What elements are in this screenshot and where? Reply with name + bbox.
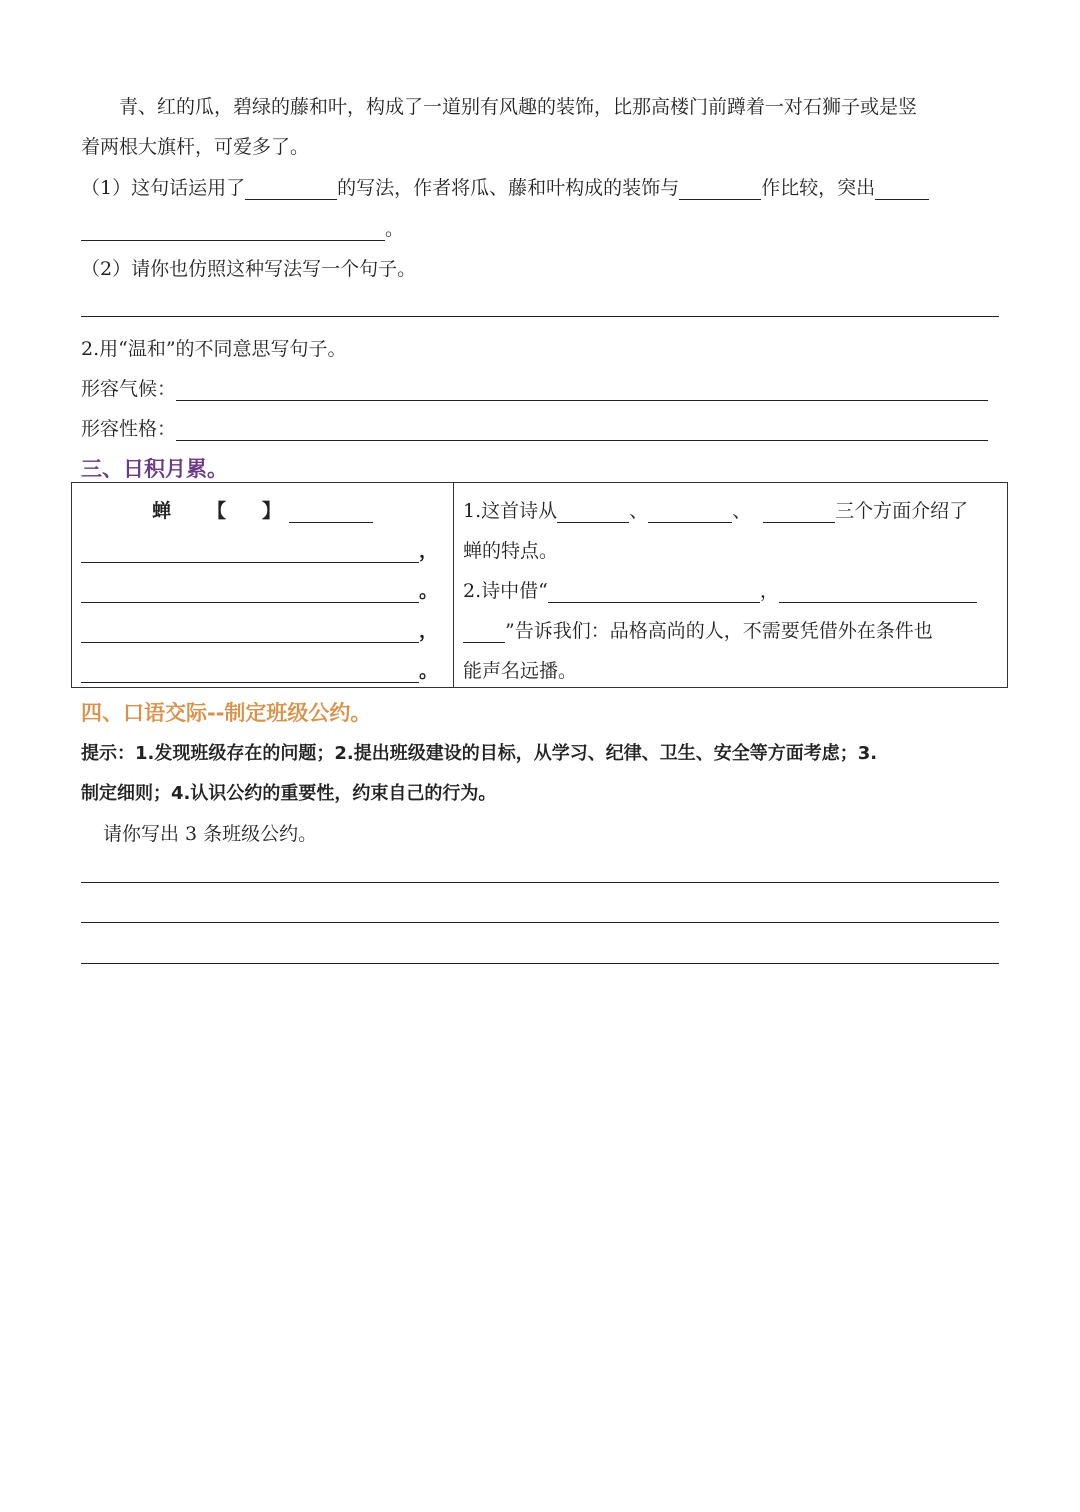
poem-cell xyxy=(72,483,454,688)
question-1-end: 。 xyxy=(385,218,405,240)
question-1-part-1: （1）这句话运用了 xyxy=(81,177,246,199)
tip-line-1: 提示：1.发现班级存在的问题；2.提出班级建设的目标，从学习、纪律、卫生、安全等方面考虑；3. xyxy=(81,743,878,764)
poem-line-4-punct: 。 xyxy=(419,660,439,682)
poem-line-1-punct: ， xyxy=(419,540,439,562)
convention-prompt: 请你写出 3 条班级公约。 xyxy=(103,823,318,845)
poem-question-2-row-1 xyxy=(463,579,977,603)
poem-q2-b: ”告诉我们：品格高尚的人，不需要凭借外在条件也 xyxy=(505,620,933,642)
answer-line-imitate[interactable] xyxy=(81,316,999,317)
poem-q1-a: 1.这首诗从 xyxy=(463,500,558,522)
poem-question-2-row-3: 能声名远播。 xyxy=(463,660,578,682)
question-1 xyxy=(81,176,929,200)
blank-character[interactable] xyxy=(176,420,988,441)
question-1-continuation xyxy=(81,217,404,241)
poem-title: 蝉 xyxy=(152,500,172,522)
passage-line-2: 着两根大旗杆，可爱多了。 xyxy=(81,136,310,158)
poem-line-3-punct: ， xyxy=(419,620,439,642)
question-1-part-3: 作比较，突出 xyxy=(761,177,876,199)
blank-poem-line-2[interactable] xyxy=(81,582,419,603)
blank-writing-method[interactable] xyxy=(245,179,337,200)
poem-q2-a: 2.诗中借“ xyxy=(463,580,548,602)
poem-title-row xyxy=(152,499,373,523)
answer-line-convention-3[interactable] xyxy=(81,963,999,964)
section-3-heading: 三、日积月累。 xyxy=(81,457,228,481)
blank-quote-2-cont[interactable] xyxy=(463,622,505,643)
question-wenhe-character xyxy=(81,417,988,441)
passage-text-1: 青、红的瓜，碧绿的藤和叶，构成了一道别有风趣的装饰，比那高楼门前蹲着一对石狮子或是竖 xyxy=(119,96,918,118)
tip-line-2: 制定细则；4.认识公约的重要性，约束自己的行为。 xyxy=(81,783,497,804)
blank-quote-2[interactable] xyxy=(779,582,977,603)
blank-poem-line-4[interactable] xyxy=(81,662,419,683)
blank-compare-with[interactable] xyxy=(679,179,761,200)
climate-label: 形容气候： xyxy=(81,378,177,400)
blank-quote-1[interactable] xyxy=(548,582,760,603)
poem-question-2-row-2 xyxy=(463,619,933,643)
poem-line-2 xyxy=(81,579,438,603)
character-label: 形容性格： xyxy=(81,418,177,440)
blank-aspect-3[interactable] xyxy=(763,502,835,523)
blank-highlight-cont[interactable] xyxy=(81,220,385,241)
bracket-close: 】 xyxy=(262,500,282,522)
passage-line-1 xyxy=(81,95,917,119)
blank-author[interactable] xyxy=(289,502,373,523)
poem-question-1-row-1 xyxy=(463,499,968,523)
blank-poem-line-3[interactable] xyxy=(81,622,419,643)
poem-q2-sep: ， xyxy=(759,580,779,602)
blank-aspect-2[interactable] xyxy=(648,502,732,523)
poem-line-1 xyxy=(81,539,438,563)
blank-highlight[interactable] xyxy=(875,179,929,200)
section-4-heading: 四、口语交际--制定班级公约。 xyxy=(81,701,372,725)
question-wenhe-title: 2.用“温和”的不同意思写句子。 xyxy=(81,338,347,360)
poem-line-2-punct: 。 xyxy=(419,580,439,602)
poem-q1-b: 三个方面介绍了 xyxy=(835,500,969,522)
question-2: （2）请你也仿照这种写法写一个句子。 xyxy=(81,258,417,280)
question-wenhe-climate xyxy=(81,377,988,401)
answer-line-convention-1[interactable] xyxy=(81,882,999,883)
poem-question-1-row-2: 蝉的特点。 xyxy=(463,540,559,562)
poem-question-cell xyxy=(454,483,1008,688)
poem-q1-sep-2: 、 xyxy=(732,500,752,522)
answer-line-convention-2[interactable] xyxy=(81,922,999,923)
blank-aspect-1[interactable] xyxy=(557,502,629,523)
question-1-part-2: 的写法，作者将瓜、藤和叶构成的装饰与 xyxy=(337,177,680,199)
poem-table xyxy=(71,482,1008,688)
blank-dynasty[interactable] xyxy=(226,503,262,523)
blank-poem-line-1[interactable] xyxy=(81,542,419,563)
bracket-open: 【 xyxy=(207,500,227,522)
poem-line-3 xyxy=(81,619,438,643)
poem-line-4 xyxy=(81,659,438,683)
blank-climate[interactable] xyxy=(176,380,988,401)
poem-q1-sep-1: 、 xyxy=(629,500,649,522)
